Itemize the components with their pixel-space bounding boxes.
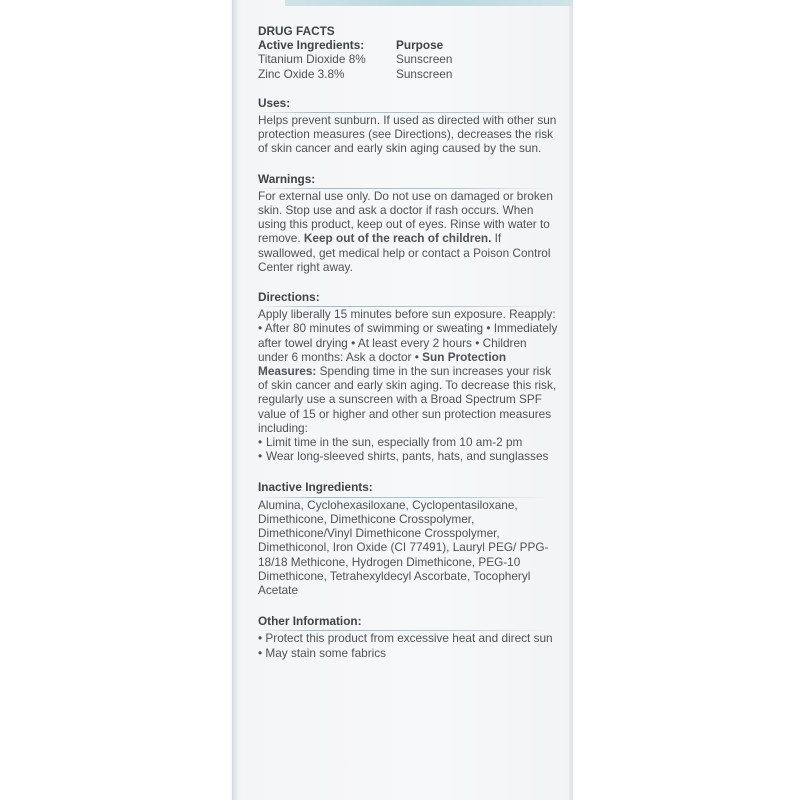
bullet-text: Limit time in the sun, especially from 10 am-2 pm	[266, 435, 523, 450]
directions-text-2: Spending time in the sun increases your risk of skin cancer and early skin aging. To decrease this risk, regularly use a sunscreen with a Broad Spectrum SPF value of 15 or higher and other sun protection measures including:	[258, 364, 557, 435]
directions-section	[258, 290, 558, 463]
active-ingredients-header-row	[258, 38, 558, 52]
other-information-text: • Protect this product from excessive heat and direct sun • May stain some fabrics	[258, 631, 553, 660]
warnings-text-1: For external use only. Do not use on damaged or broken skin. Stop use and ask a doctor if rash occurs. When using this product, keep out of eyes. Rinse with water to remove.	[258, 188, 553, 246]
warnings-text	[258, 189, 558, 274]
ingredient-row	[258, 67, 558, 81]
box-top-accent	[285, 0, 573, 6]
directions-bold: Sun Protection Measures:	[258, 349, 507, 379]
uses-heading: Uses:	[258, 95, 291, 110]
warnings-heading: Warnings:	[258, 171, 316, 186]
box-right-edge	[569, 0, 573, 800]
bullet-text: Wear long-sleeved shirts, pants, hats, and sunglasses	[266, 449, 549, 464]
uses-text: Helps prevent sunburn. If used as directed with other sun protection measures (see Directions), decreases the risk of skin cancer and early skin aging caused by the sun.	[258, 113, 557, 156]
ingredient-purpose: Sunscreen	[396, 52, 453, 67]
other-information-heading: Other Information:	[258, 614, 362, 629]
directions-text-1: Apply liberally 15 minutes before sun exposure. Reapply: • After 80 minutes of swimming or sweating • Immediately after towel drying • At least every 2 hours • Children under 6 months: Ask a doctor •	[258, 307, 558, 364]
ingredient-purpose: Sunscreen	[396, 66, 453, 81]
drug-facts-panel	[258, 24, 558, 660]
warnings-section	[258, 172, 558, 274]
list-item	[258, 449, 558, 463]
directions-heading: Directions:	[258, 290, 320, 305]
box-left-shadow	[232, 0, 238, 800]
active-ingredients-header: Active Ingredients:	[258, 38, 365, 53]
warnings-text-2: If swallowed, get medical help or contact a Poison Control Center right away.	[258, 231, 551, 274]
other-information-section	[258, 614, 558, 660]
ingredient-name: Titanium Dioxide 8%	[258, 52, 366, 67]
inactive-ingredients-text: Alumina, Cyclohexasiloxane, Cyclopentasiloxane, Dimethicone, Dimethicone Crosspolymer, Dimethicone/Vinyl Dimethicone Crosspolymer, Dimethiconol, Iron Oxide (CI 77491), Lauryl PEG/ PPG-18/18 Methicone, Hydrogen Dimethicone, PEG-10 Dimethicone, Tetrahexyldecyl Ascorbate, Tocopheryl Acetate	[258, 497, 549, 597]
warnings-bold: Keep out of the reach of children.	[303, 231, 492, 246]
inactive-ingredients-section	[258, 480, 558, 597]
directions-text	[258, 307, 558, 435]
list-item	[258, 435, 558, 449]
ingredient-name: Zinc Oxide 3.8%	[258, 66, 345, 81]
uses-section	[258, 96, 558, 156]
ingredient-row	[258, 52, 558, 66]
bullet-icon: •	[258, 435, 263, 450]
purpose-header: Purpose	[396, 38, 444, 53]
bullet-icon: •	[258, 449, 263, 464]
inactive-ingredients-heading: Inactive Ingredients:	[258, 480, 373, 495]
drug-facts-title: DRUG FACTS	[258, 24, 335, 38]
